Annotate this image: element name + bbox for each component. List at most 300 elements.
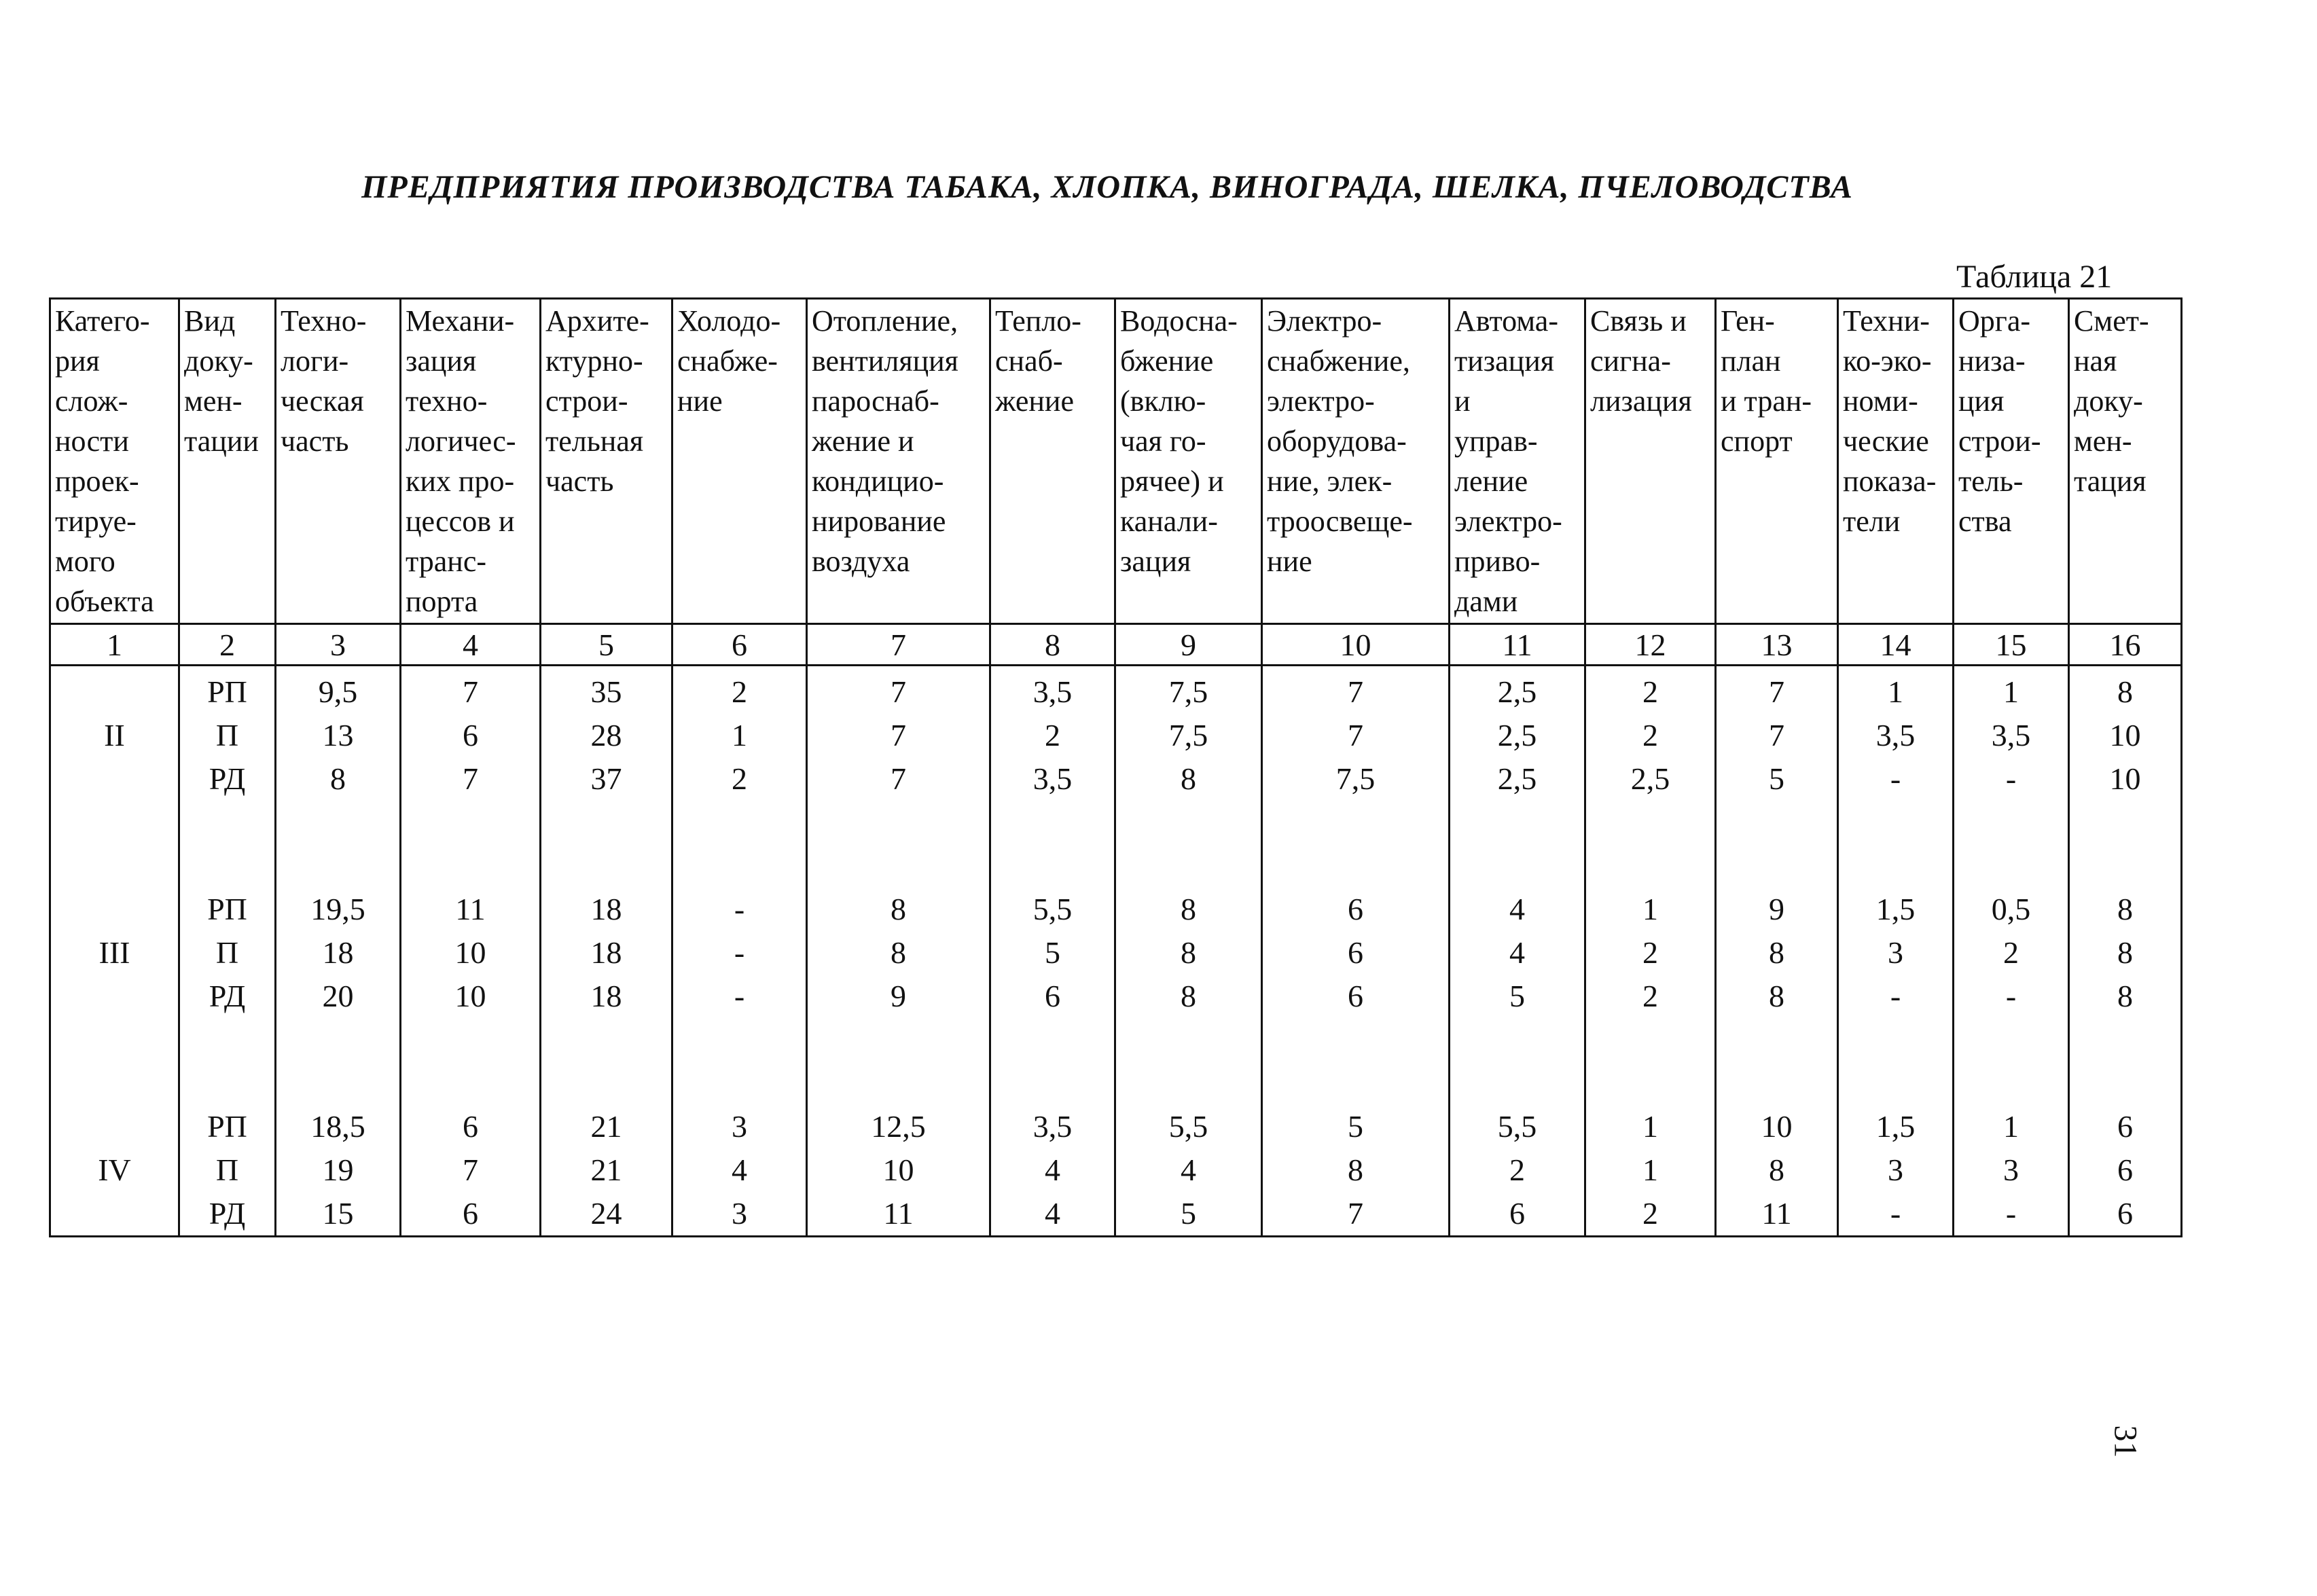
group-spacer xyxy=(541,1018,671,1105)
header-line: снаб- xyxy=(995,344,1063,378)
value-cell: 18 xyxy=(590,935,622,970)
value-cell: 2,5 xyxy=(1497,718,1537,752)
table-label: Таблица 21 xyxy=(1956,259,2113,295)
group-spacer xyxy=(1116,1018,1261,1105)
value-cell: 4 xyxy=(1509,892,1525,926)
group-spacer xyxy=(808,801,989,888)
value-cell: 2 xyxy=(732,761,747,796)
data-column-3 xyxy=(276,666,401,1237)
value-cell: 1 xyxy=(2003,1109,2019,1144)
value-cell: 2,5 xyxy=(1630,761,1670,796)
header-line: низа- xyxy=(1958,344,2026,378)
value-cell: 8 xyxy=(891,892,906,926)
value-cell: 3 xyxy=(1888,935,1903,970)
value-cell: 18 xyxy=(590,979,622,1013)
data-column-12 xyxy=(1585,666,1716,1237)
value-cell: 37 xyxy=(590,761,622,796)
data-column-2 xyxy=(179,666,276,1237)
group-spacer xyxy=(808,1018,989,1105)
header-line: чая го- xyxy=(1120,424,1206,458)
value-cell: - xyxy=(734,979,745,1013)
group-spacer xyxy=(1717,801,1837,888)
value-cell: 7 xyxy=(891,761,906,796)
value-cell: 6 xyxy=(463,718,478,752)
value-cell: 2 xyxy=(2003,935,2019,970)
value-cell: 5 xyxy=(1509,979,1525,1013)
value-cell: 7,5 xyxy=(1168,674,1208,709)
header-line: и xyxy=(1454,384,1471,418)
value-cell: 0,5 xyxy=(1991,892,2031,926)
header-line: жение и xyxy=(812,424,914,458)
column-number: 2 xyxy=(179,624,276,666)
value-cell: 5,5 xyxy=(1168,1109,1208,1144)
header-line: Орга- xyxy=(1958,304,2031,338)
data-column-16 xyxy=(2069,666,2182,1237)
header-line: проек- xyxy=(55,465,139,498)
value-cell: 9,5 xyxy=(318,674,358,709)
value-cell: 10 xyxy=(882,1153,914,1187)
value-cell: 2,5 xyxy=(1497,761,1537,796)
value-cell: 5 xyxy=(1769,761,1784,796)
data-table xyxy=(49,297,2183,1237)
column-header-16 xyxy=(2069,299,2182,624)
header-line: троосвеще- xyxy=(1267,505,1413,538)
value-cell: - xyxy=(2005,979,2017,1013)
header-line: техно- xyxy=(406,384,488,418)
column-header-12 xyxy=(1585,299,1716,624)
header-line: ко-эко- xyxy=(1843,344,1932,378)
value-cell: 1 xyxy=(1642,1153,1658,1187)
column-number-row xyxy=(50,624,2182,666)
value-cell: 13 xyxy=(322,718,354,752)
column-number: 7 xyxy=(807,624,990,666)
value-cell: 11 xyxy=(1761,1196,1792,1231)
group-spacer xyxy=(276,801,399,888)
value-cell: 15 xyxy=(322,1196,354,1231)
group-spacer xyxy=(1954,801,2068,888)
value-cell: - xyxy=(734,935,745,970)
header-line: канали- xyxy=(1120,505,1218,538)
value-cell: 8 xyxy=(1181,892,1196,926)
header-line: Автома- xyxy=(1454,304,1558,338)
value-cell: 7 xyxy=(463,1153,478,1187)
column-number: 1 xyxy=(50,624,179,666)
value-cell: 1,5 xyxy=(1875,1109,1916,1144)
header-line: тация xyxy=(2074,465,2147,498)
value-cell: 3 xyxy=(732,1109,747,1144)
header-line: мого xyxy=(55,545,115,578)
header-line: номи- xyxy=(1843,384,1918,418)
data-column-1 xyxy=(50,666,179,1237)
value-cell: 1 xyxy=(1642,892,1658,926)
header-line: Архите- xyxy=(545,304,649,338)
category-cell: IV xyxy=(98,1153,131,1187)
value-cell: 18 xyxy=(590,892,622,926)
header-line: ная xyxy=(2074,344,2117,378)
header-line: мен- xyxy=(2074,424,2132,458)
header-line: ние xyxy=(1267,545,1312,578)
column-header-7 xyxy=(807,299,990,624)
header-line: объекта xyxy=(55,585,154,618)
value-cell: 9 xyxy=(1769,892,1784,926)
header-line: оборудова- xyxy=(1267,424,1407,458)
value-cell: 1 xyxy=(2003,674,2019,709)
value-cell: 7 xyxy=(463,761,478,796)
value-cell: 8 xyxy=(1348,1153,1363,1187)
value-cell: 19 xyxy=(322,1153,354,1187)
data-column-5 xyxy=(541,666,672,1237)
value-cell: 7 xyxy=(463,674,478,709)
header-line: снабже- xyxy=(677,344,778,378)
header-line: доку- xyxy=(184,344,253,378)
group-spacer xyxy=(1116,801,1261,888)
column-number: 5 xyxy=(541,624,672,666)
header-line: часть xyxy=(281,424,349,458)
value-cell: 7 xyxy=(1348,1196,1363,1231)
header-line: Вид xyxy=(184,304,236,338)
value-cell: 21 xyxy=(590,1153,622,1187)
header-line: электро- xyxy=(1267,384,1375,418)
header-line: управ- xyxy=(1454,424,1538,458)
header-line: логичес- xyxy=(406,424,516,458)
column-header-9 xyxy=(1115,299,1262,624)
column-number: 8 xyxy=(990,624,1115,666)
column-number: 11 xyxy=(1450,624,1585,666)
value-cell: 8 xyxy=(891,935,906,970)
group-spacer xyxy=(1263,1018,1448,1105)
group-spacer xyxy=(1839,1018,1952,1105)
header-line: ких про- xyxy=(406,465,515,498)
header-line: план xyxy=(1721,344,1781,378)
column-header-6 xyxy=(672,299,807,624)
value-cell: 9 xyxy=(891,979,906,1013)
header-line: Катего- xyxy=(55,304,150,338)
group-spacer xyxy=(1717,1018,1837,1105)
column-number: 10 xyxy=(1262,624,1450,666)
header-line: Холодо- xyxy=(677,304,781,338)
header-line: порта xyxy=(406,585,478,618)
value-cell: 3,5 xyxy=(1032,1109,1073,1144)
value-cell: 5 xyxy=(1181,1196,1196,1231)
value-cell: 7 xyxy=(1348,718,1363,752)
data-column-10 xyxy=(1262,666,1450,1237)
value-cell: 8 xyxy=(1181,761,1196,796)
value-cell: 5 xyxy=(1045,935,1060,970)
header-line: ние xyxy=(677,384,723,418)
value-cell: 8 xyxy=(1769,1153,1784,1187)
group-spacer xyxy=(401,801,539,888)
document-type-cell: П xyxy=(215,935,239,970)
category-cell xyxy=(51,975,178,1018)
value-cell: 3 xyxy=(732,1196,747,1231)
header-line: Водосна- xyxy=(1120,304,1238,338)
header-line: вентиляция xyxy=(812,344,958,378)
value-cell: 8 xyxy=(2117,674,2133,709)
value-cell: 6 xyxy=(1348,892,1363,926)
header-line: ция xyxy=(1958,384,2005,418)
document-type-cell: РП xyxy=(207,892,247,926)
group-spacer xyxy=(51,801,178,888)
value-cell: 21 xyxy=(590,1109,622,1144)
header-line: снабжение, xyxy=(1267,344,1410,378)
value-cell: - xyxy=(1890,1196,1901,1231)
value-cell: 6 xyxy=(2117,1153,2133,1187)
group-spacer xyxy=(276,1018,399,1105)
value-cell: 2 xyxy=(1045,718,1060,752)
value-cell: 2 xyxy=(1509,1153,1525,1187)
value-cell: 7,5 xyxy=(1168,718,1208,752)
column-number: 12 xyxy=(1585,624,1716,666)
value-cell: 5 xyxy=(1348,1109,1363,1144)
value-cell: 2,5 xyxy=(1497,674,1537,709)
header-line: Смет- xyxy=(2074,304,2149,338)
value-cell: 8 xyxy=(2117,979,2133,1013)
header-line: Механи- xyxy=(406,304,515,338)
group-spacer xyxy=(1450,801,1584,888)
value-cell: 8 xyxy=(1181,979,1196,1013)
group-spacer xyxy=(1839,801,1952,888)
page-number: 31 xyxy=(2107,1425,2144,1458)
header-line: дами xyxy=(1454,585,1518,618)
value-cell: 7,5 xyxy=(1335,761,1376,796)
data-column-9 xyxy=(1115,666,1262,1237)
header-line: тизация xyxy=(1454,344,1555,378)
value-cell: 2 xyxy=(1642,674,1658,709)
category-cell: II xyxy=(104,718,125,752)
value-cell: 11 xyxy=(455,892,486,926)
column-number: 9 xyxy=(1115,624,1262,666)
category-cell: III xyxy=(98,935,130,970)
value-cell: 8 xyxy=(1769,935,1784,970)
value-cell: 10 xyxy=(1761,1109,1793,1144)
value-cell: 11 xyxy=(883,1196,914,1231)
value-cell: 6 xyxy=(1348,935,1363,970)
data-column-6 xyxy=(672,666,807,1237)
category-cell xyxy=(51,1105,178,1148)
value-cell: 1,5 xyxy=(1875,892,1916,926)
data-column-14 xyxy=(1838,666,1954,1237)
value-cell: 2 xyxy=(732,674,747,709)
header-line: лизация xyxy=(1590,384,1692,418)
category-cell xyxy=(51,1192,178,1235)
column-number: 16 xyxy=(2069,624,2182,666)
data-body-row xyxy=(50,666,2182,1237)
header-line: строи- xyxy=(1958,424,2041,458)
value-cell: 10 xyxy=(2109,718,2141,752)
value-cell: 6 xyxy=(2117,1196,2133,1231)
header-line: тируе- xyxy=(55,505,137,538)
value-cell: 20 xyxy=(322,979,354,1013)
group-spacer xyxy=(180,801,274,888)
header-line: тельная xyxy=(545,424,644,458)
column-header-15 xyxy=(1954,299,2069,624)
value-cell: 3,5 xyxy=(1875,718,1916,752)
value-cell: 7 xyxy=(1348,674,1363,709)
column-header-5 xyxy=(541,299,672,624)
header-line: цессов и xyxy=(406,505,515,538)
document-type-cell: РП xyxy=(207,1109,247,1144)
header-line: Ген- xyxy=(1721,304,1775,338)
header-line: Связь и xyxy=(1590,304,1687,338)
value-cell: 7 xyxy=(891,718,906,752)
header-line: Электро- xyxy=(1267,304,1382,338)
header-line: транс- xyxy=(406,545,487,578)
category-cell xyxy=(51,670,178,714)
value-cell: 1 xyxy=(1888,674,1903,709)
value-cell: 7 xyxy=(891,674,906,709)
value-cell: 3,5 xyxy=(1991,718,2031,752)
value-cell: 4 xyxy=(732,1153,747,1187)
document-type-cell: П xyxy=(215,718,239,752)
header-line: Тепло- xyxy=(995,304,1081,338)
data-column-4 xyxy=(401,666,541,1237)
value-cell: 3 xyxy=(1888,1153,1903,1187)
header-line: воздуха xyxy=(812,545,910,578)
value-cell: 24 xyxy=(590,1196,622,1231)
value-cell: 35 xyxy=(590,674,622,709)
value-cell: 6 xyxy=(2117,1109,2133,1144)
value-cell: 6 xyxy=(463,1109,478,1144)
column-header-1 xyxy=(50,299,179,624)
category-cell xyxy=(51,888,178,931)
group-spacer xyxy=(673,1018,806,1105)
group-spacer xyxy=(2070,801,2180,888)
column-header-11 xyxy=(1450,299,1585,624)
value-cell: 18,5 xyxy=(310,1109,365,1144)
column-header-2 xyxy=(179,299,276,624)
group-spacer xyxy=(1263,801,1448,888)
document-title: ПРЕДПРИЯТИЯ ПРОИЗВОДСТВА ТАБАКА, ХЛОПКА, ВИНОГРАДА, ШЕЛКА, ПЧЕЛОВОДСТВА xyxy=(361,169,1853,205)
header-line: жение xyxy=(995,384,1074,418)
value-cell: 4 xyxy=(1181,1153,1196,1187)
header-line: логи- xyxy=(281,344,349,378)
header-line: зация xyxy=(406,344,477,378)
header-line: ктурно- xyxy=(545,344,643,378)
value-cell: - xyxy=(2005,761,2017,796)
data-column-15 xyxy=(1954,666,2069,1237)
category-cell xyxy=(51,757,178,801)
value-cell: 2 xyxy=(1642,979,1658,1013)
header-line: и тран- xyxy=(1721,384,1812,418)
column-header-8 xyxy=(990,299,1115,624)
column-header-13 xyxy=(1716,299,1838,624)
value-cell: 3,5 xyxy=(1032,674,1073,709)
value-cell: 6 xyxy=(463,1196,478,1231)
header-line: мен- xyxy=(184,384,243,418)
value-cell: 8 xyxy=(1769,979,1784,1013)
header-line: Техни- xyxy=(1843,304,1930,338)
column-header-14 xyxy=(1838,299,1954,624)
value-cell: 2 xyxy=(1642,718,1658,752)
column-number: 14 xyxy=(1838,624,1954,666)
data-column-8 xyxy=(990,666,1115,1237)
group-spacer xyxy=(1586,801,1714,888)
value-cell: 19,5 xyxy=(310,892,365,926)
header-line: слож- xyxy=(55,384,128,418)
value-cell: - xyxy=(1890,761,1901,796)
group-spacer xyxy=(2070,1018,2180,1105)
header-row xyxy=(50,299,2182,624)
document-type-cell: РП xyxy=(207,674,247,709)
value-cell: 1 xyxy=(732,718,747,752)
header-line: кондицио- xyxy=(812,465,944,498)
column-header-10 xyxy=(1262,299,1450,624)
value-cell: 8 xyxy=(2117,935,2133,970)
column-number: 4 xyxy=(401,624,541,666)
header-line: (вклю- xyxy=(1120,384,1206,418)
group-spacer xyxy=(541,801,671,888)
value-cell: 12,5 xyxy=(871,1109,926,1144)
value-cell: 6 xyxy=(1348,979,1363,1013)
document-type-cell: РД xyxy=(209,1196,246,1231)
value-cell: 10 xyxy=(454,935,486,970)
value-cell: 3 xyxy=(2003,1153,2019,1187)
value-cell: 8 xyxy=(330,761,346,796)
data-column-7 xyxy=(807,666,990,1237)
value-cell: 5,5 xyxy=(1032,892,1073,926)
data-column-11 xyxy=(1450,666,1585,1237)
value-cell: 7 xyxy=(1769,674,1784,709)
group-spacer xyxy=(401,1018,539,1105)
header-line: тель- xyxy=(1958,465,2024,498)
value-cell: 6 xyxy=(1509,1196,1525,1231)
header-line: тации xyxy=(184,424,259,458)
value-cell: 3,5 xyxy=(1032,761,1073,796)
value-cell: 1 xyxy=(1642,1109,1658,1144)
header-line: спорт xyxy=(1721,424,1793,458)
header-line: электро- xyxy=(1454,505,1562,538)
document-type-cell: РД xyxy=(209,979,246,1013)
document-type-cell: РД xyxy=(209,761,246,796)
header-line: Отопление, xyxy=(812,304,958,338)
data-column-13 xyxy=(1716,666,1838,1237)
group-spacer xyxy=(1954,1018,2068,1105)
column-number: 3 xyxy=(276,624,401,666)
header-line: строи- xyxy=(545,384,628,418)
group-spacer xyxy=(673,801,806,888)
group-spacer xyxy=(991,1018,1114,1105)
value-cell: 28 xyxy=(590,718,622,752)
value-cell: 18 xyxy=(322,935,354,970)
group-spacer xyxy=(1450,1018,1584,1105)
value-cell: 8 xyxy=(2117,892,2133,926)
group-spacer xyxy=(180,1018,274,1105)
header-line: приво- xyxy=(1454,545,1541,578)
header-line: сигна- xyxy=(1590,344,1671,378)
value-cell: 8 xyxy=(1181,935,1196,970)
value-cell: 7 xyxy=(1769,718,1784,752)
header-line: доку- xyxy=(2074,384,2143,418)
value-cell: 2 xyxy=(1642,1196,1658,1231)
value-cell: 10 xyxy=(2109,761,2141,796)
header-line: ства xyxy=(1958,505,2012,538)
column-header-3 xyxy=(276,299,401,624)
header-line: Техно- xyxy=(281,304,367,338)
group-spacer xyxy=(51,1018,178,1105)
header-line: бжение xyxy=(1120,344,1214,378)
column-number: 13 xyxy=(1716,624,1838,666)
value-cell: - xyxy=(734,892,745,926)
group-spacer xyxy=(1586,1018,1714,1105)
value-cell: 4 xyxy=(1509,935,1525,970)
value-cell: 5,5 xyxy=(1497,1109,1537,1144)
header-line: часть xyxy=(545,465,614,498)
column-number: 6 xyxy=(672,624,807,666)
group-spacer xyxy=(991,801,1114,888)
header-line: ности xyxy=(55,424,129,458)
header-line: показа- xyxy=(1843,465,1937,498)
value-cell: 10 xyxy=(454,979,486,1013)
